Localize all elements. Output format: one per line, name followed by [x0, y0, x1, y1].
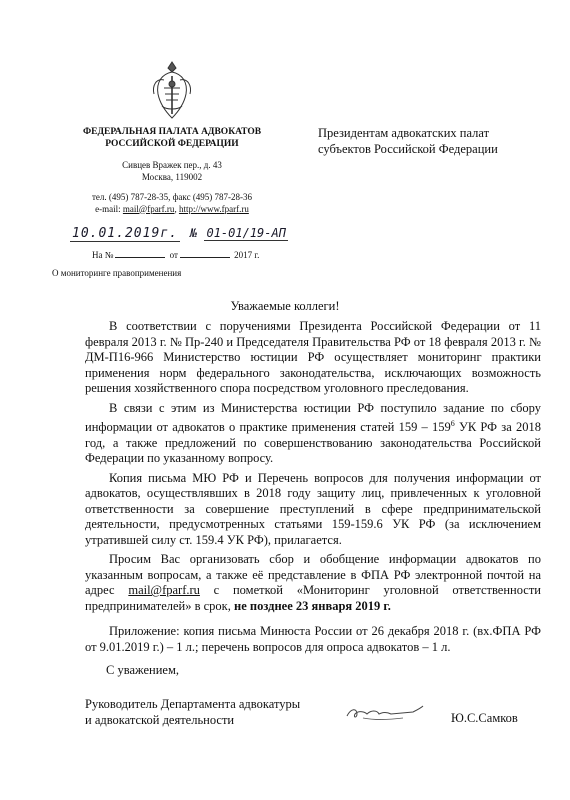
position-line-1: Руководитель Департамента адвокатуры	[85, 697, 301, 711]
reply-reference-line	[92, 250, 259, 260]
organization-address	[70, 160, 274, 183]
letter-subject: О мониторинге правоприменения	[52, 268, 182, 278]
paragraph-4-part-a: Просим Вас организовать сбор и обобщение информации адвокатов по указанным вопросам, а также её представление в ФПА РФ электронной почтой на адрес	[85, 552, 541, 598]
paragraph-4-email-link[interactable]: mail@fparf.ru	[128, 583, 200, 598]
address-line-2: Москва, 119002	[141, 171, 203, 182]
email-line	[70, 204, 274, 216]
website-link[interactable]: http://www.fparf.ru	[178, 203, 249, 214]
signature-icon	[343, 702, 425, 724]
email-prefix: e-mail:	[95, 203, 123, 214]
paragraph-2-superscript: 6	[450, 419, 455, 428]
attachment-paragraph: Приложение: копия письма Минюста России от 26 декабря 2018 г. (вх.ФПА РФ от 9.01.2019 г.) – 1 л.; перечень вопросов для опроса адвокатов – 1 л.	[85, 624, 541, 654]
recipient-line-2: субъектов Российской Федерации	[318, 141, 498, 156]
organization-name	[70, 126, 274, 150]
email-separator: ,	[174, 203, 179, 214]
paragraph-2	[85, 401, 541, 467]
handwritten-number	[190, 226, 288, 240]
paragraph-2-part-a: В связи с этим из Министерства юстиции РФ поступило задание по сбору информации от адвокатов о практике применения статей 159 – 159	[85, 400, 541, 435]
paragraph-2-part-b: УК РФ за 2018 год, а также предложений по совершенствованию законодательства Российской Федерации по указанному вопросу.	[85, 420, 541, 466]
signatory-name: Ю.С.Самков	[451, 711, 518, 725]
reply-number-blank	[115, 257, 165, 258]
reply-year: 2017 г.	[234, 250, 260, 260]
handwritten-number-value: 01-01/19-АП	[206, 226, 286, 240]
recipient	[318, 126, 548, 157]
paragraph-4-deadline: не позднее 23 января 2019 г.	[234, 598, 391, 613]
address-line-1: Сивцев Вражек пер., д. 43	[122, 160, 222, 170]
phone-line: тел. (495) 787-28-35, факс (495) 787-28-36	[91, 192, 253, 202]
number-sign: №	[190, 226, 198, 240]
reply-from: от	[169, 250, 178, 260]
paragraph-1: В соответствии с поручениями Президента Российской Федерации от 11 февраля 2013 г. № Пр-240 и Председателя Правительства РФ от 18 февраля 2013 г. № ДМ-П16-966 Министерство юстиции РФ осуществляет мониторинг практики применения норм федерального законодательства, исключающих возможность решения хозяйственного спора посредством уголовного преследования.	[85, 319, 541, 395]
paragraph-4-part-b: с пометкой «Мониторинг уголовной ответственности предпринимателей» в срок,	[85, 583, 541, 613]
organization-contacts	[70, 192, 274, 215]
handwritten-date	[70, 226, 180, 241]
letter-body	[85, 319, 541, 659]
handwritten-date-value: 10.01.2019г.	[72, 226, 178, 241]
org-line-2: РОССИЙСКОЙ ФЕДЕРАЦИИ	[105, 139, 239, 149]
regards: С уважением,	[106, 663, 179, 677]
reply-date-blank	[180, 257, 230, 258]
salutation: Уважаемые коллеги!	[230, 299, 340, 313]
email-link[interactable]: mail@fparf.ru	[122, 203, 175, 214]
org-line-1: ФЕДЕРАЛЬНАЯ ПАЛАТА АДВОКАТОВ	[82, 127, 262, 137]
reply-on-no: На №	[92, 250, 114, 260]
recipient-line-1: Президентам адвокатских палат	[318, 126, 490, 140]
paragraph-3: Копия письма МЮ РФ и Перечень вопросов для получения информации от адвокатов, осуществлявших в 2018 году защиту лиц, привлеченных к уголовной ответственности за совершение преступлений в сфере предпринимательской деятельности, предусмотренных статьями 159-159.6 УК РФ (за исключением утратившей силу ст. 159.4 УК РФ), прилагается.	[85, 470, 541, 547]
signatory-position	[85, 697, 300, 728]
position-line-2: и адвокатской деятельности	[85, 712, 235, 727]
fpa-emblem-icon	[148, 58, 196, 124]
paragraph-4	[85, 552, 541, 614]
